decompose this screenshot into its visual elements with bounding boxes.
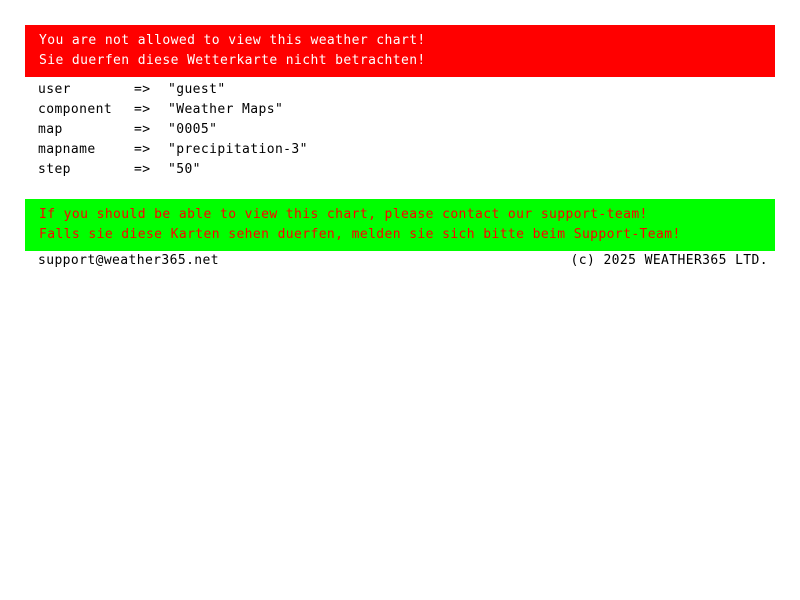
- error-message-de: Sie duerfen diese Wetterkarte nicht betrachten!: [39, 53, 426, 68]
- error-message-en: You are not allowed to view this weather chart!: [39, 33, 426, 48]
- parameter-key: user: [38, 82, 71, 97]
- parameter-value: "50": [168, 162, 201, 177]
- parameter-row-component: [38, 100, 308, 120]
- parameter-row-step: [38, 160, 308, 180]
- parameter-row-user: [38, 80, 308, 100]
- parameter-value: "guest": [168, 82, 226, 97]
- parameter-arrow: =>: [134, 142, 151, 157]
- parameter-arrow: =>: [134, 162, 151, 177]
- parameter-value: "0005": [168, 122, 218, 137]
- support-banner: [25, 199, 775, 251]
- parameter-list: [38, 80, 308, 180]
- copyright-notice: (c) 2025 WEATHER365 LTD.: [570, 253, 768, 268]
- parameter-key: step: [38, 162, 71, 177]
- parameter-row-map: [38, 120, 308, 140]
- parameter-key: map: [38, 122, 63, 137]
- parameter-value: "precipitation-3": [168, 142, 308, 157]
- parameter-arrow: =>: [134, 102, 151, 117]
- page-footer: [38, 251, 768, 271]
- parameter-key: component: [38, 102, 113, 117]
- parameter-value: "Weather Maps": [168, 102, 284, 117]
- support-message-en: If you should be able to view this chart, please contact our support-team!: [39, 207, 648, 222]
- error-banner: [25, 25, 775, 77]
- parameter-arrow: =>: [134, 122, 151, 137]
- parameter-row-mapname: [38, 140, 308, 160]
- parameter-key: mapname: [38, 142, 96, 157]
- support-message-de: Falls sie diese Karten sehen duerfen, melden sie sich bitte beim Support-Team!: [39, 227, 681, 242]
- support-email-link[interactable]: support@weather365.net: [38, 253, 219, 268]
- parameter-arrow: =>: [134, 82, 151, 97]
